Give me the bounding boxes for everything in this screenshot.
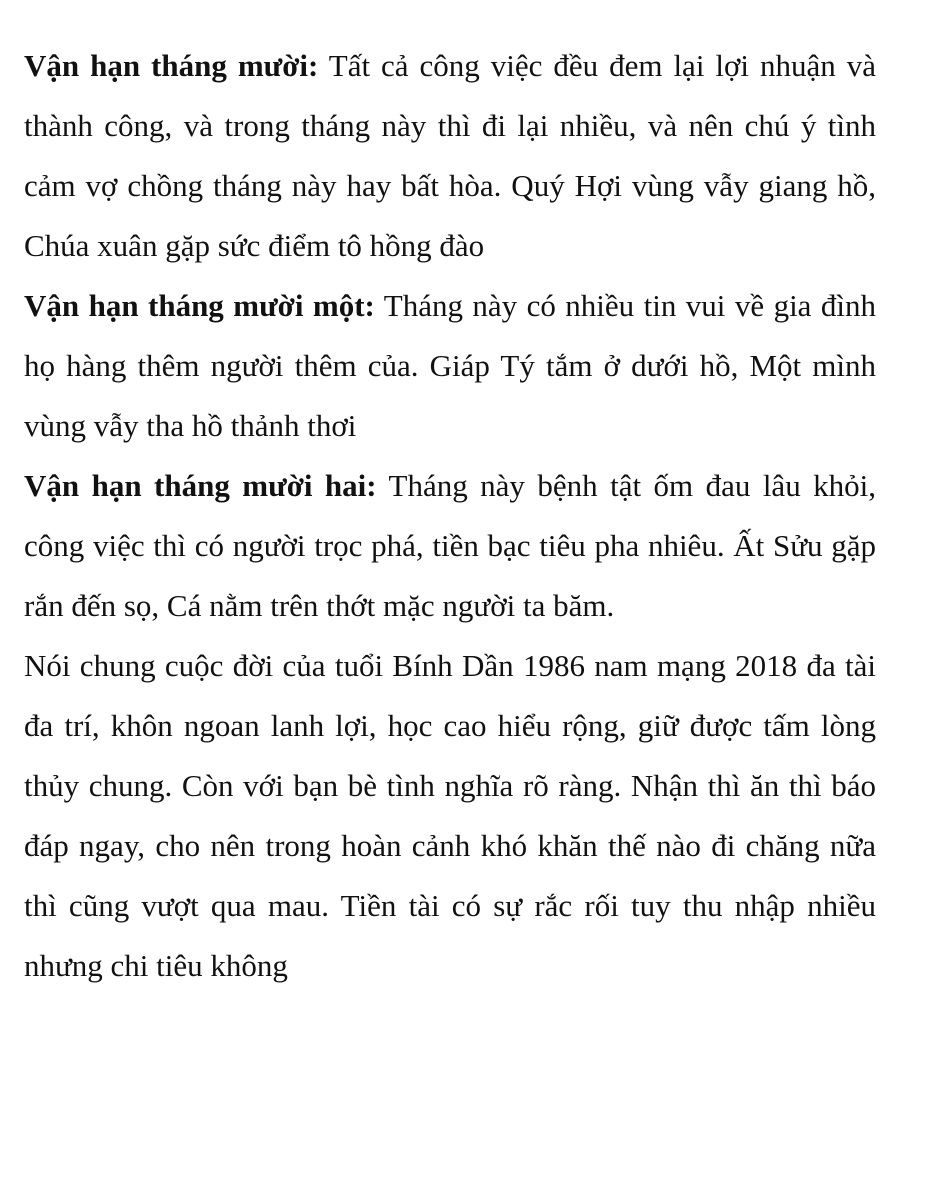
paragraph-month-10	[24, 36, 876, 276]
document-page	[24, 36, 876, 996]
body-month-11: Tháng này có nhiều tin vui về gia đình họ hàng thêm người thêm của. Giáp Tý tắm ở dưới hồ, Một mình vùng vẫy tha hồ thảnh thơi	[24, 288, 876, 443]
body-month-12: Tháng này bệnh tật ốm đau lâu khỏi, công việc thì có người trọc phá, tiền bạc tiêu pha nhiêu. Ất Sửu gặp rắn đến sọ, Cá nằm trên thớt mặc người ta băm.	[24, 468, 877, 623]
paragraph-month-12	[24, 456, 876, 636]
heading-month-11: Vận hạn tháng mười một:	[24, 288, 375, 323]
heading-month-10: Vận hạn tháng mười:	[24, 48, 319, 83]
paragraph-summary: Nói chung cuộc đời của tuổi Bính Dần 1986 nam mạng 2018 đa tài đa trí, khôn ngoan lanh lợi, học cao hiểu rộng, giữ được tấm lòng thủy chung. Còn với bạn bè tình nghĩa rõ ràng. Nhận thì ăn thì báo đáp ngay, cho nên trong hoàn cảnh khó khăn thế nào đi chăng nữa thì cũng vượt qua mau. Tiền tài có sự rắc rối tuy thu nhập nhiều nhưng chi tiêu không	[24, 648, 876, 983]
paragraph-month-11	[24, 276, 876, 456]
body-month-10: Tất cả công việc đều đem lại lợi nhuận và thành công, và trong tháng này thì đi lại nhiều, và nên chú ý tình cảm vợ chồng tháng này hay bất hòa. Quý Hợi vùng vẫy giang hồ, Chúa xuân gặp sức điểm tô hồng đào	[24, 48, 876, 263]
heading-month-12: Vận hạn tháng mười hai:	[24, 468, 377, 503]
